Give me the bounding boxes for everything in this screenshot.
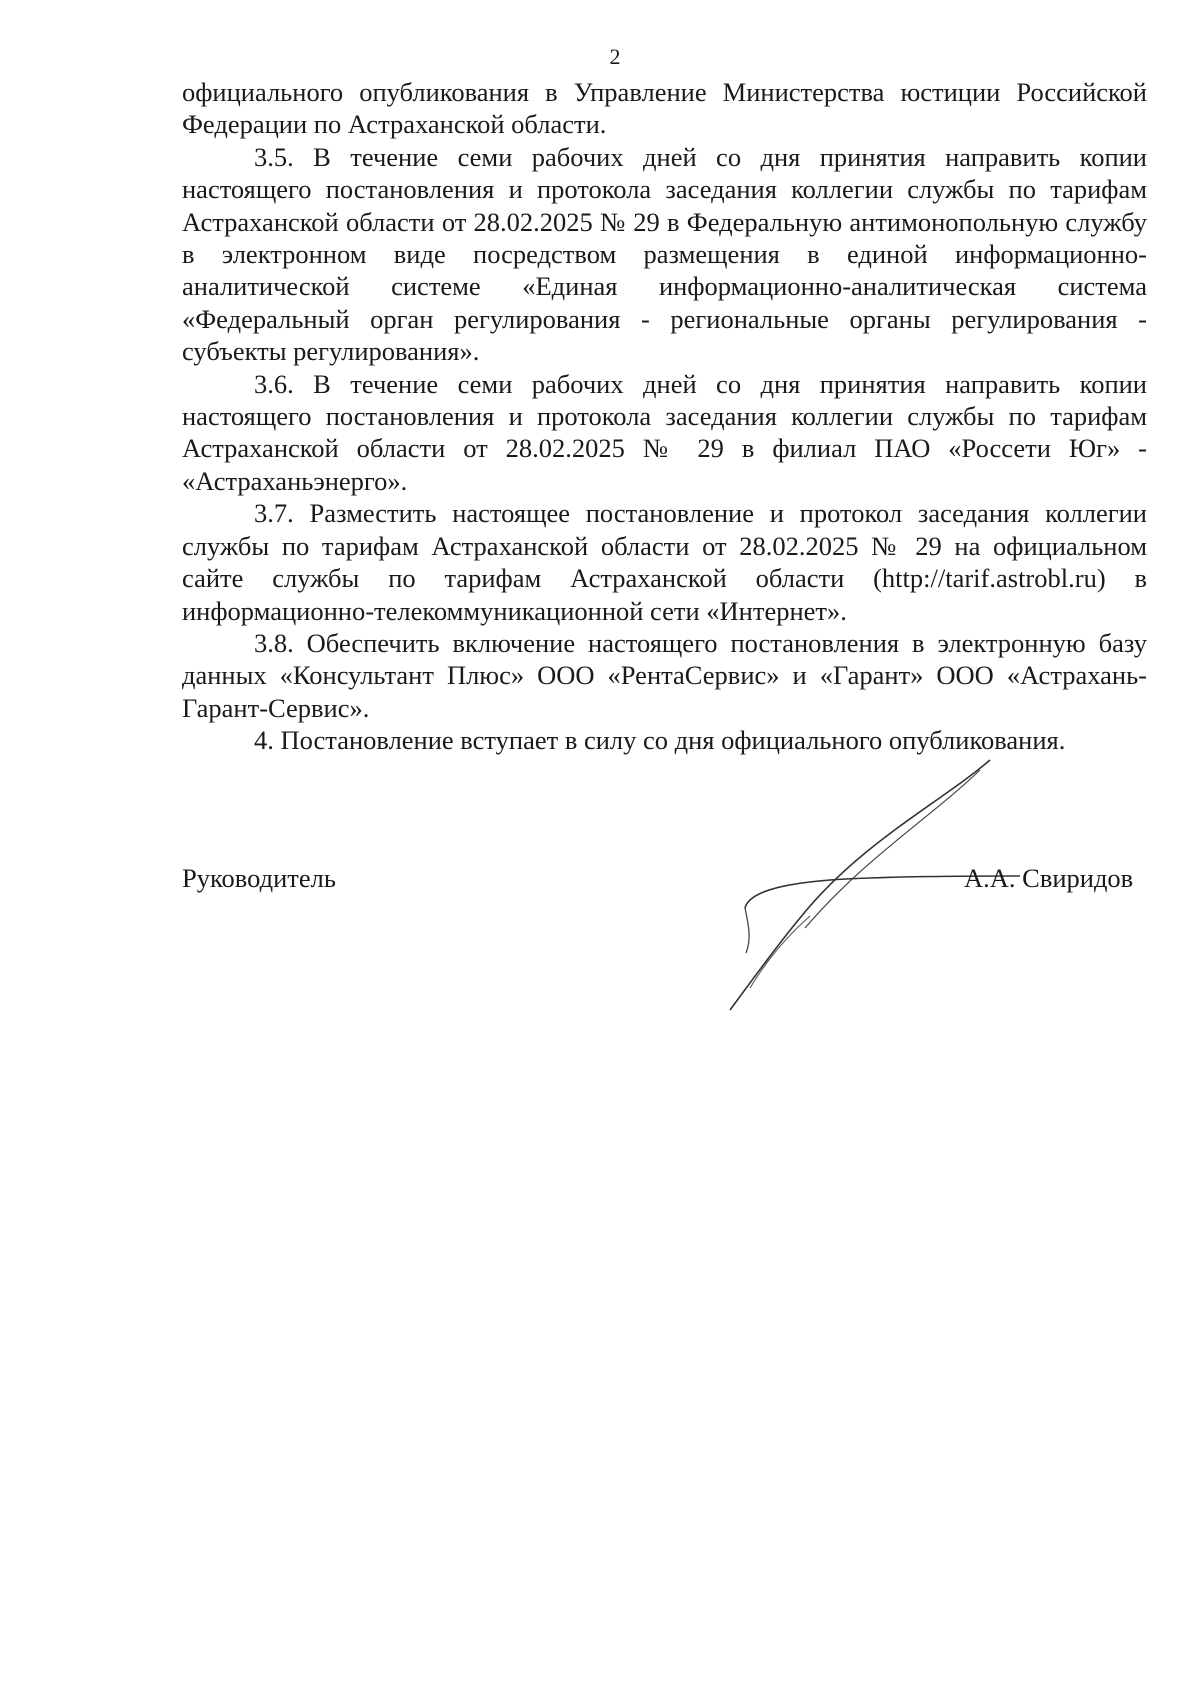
page-number: 2 <box>609 44 621 69</box>
paragraph-3-5: 3.5. В течение семи рабочих дней со дня принятия направить копии настоящего постановления и протокола заседания коллегии службы по тарифам Астраханской области от 28.02.2025 № 29 в Федеральную антимонопольную службу в электронном виде посредством размещения в единой информационно-аналитической системе «Единая информационно-аналитическая система «Федеральный орган регулирования - региональные органы регулирования - субъекты регулирования». <box>182 141 1147 367</box>
paragraph-3-6: 3.6. В течение семи рабочих дней со дня принятия направить копии настоящего постановления и протокола заседания коллегии службы по тарифам Астраханской области от 28.02.2025 № 29 в филиал ПАО «Россети Юг» - «Астраханьэнерго». <box>182 368 1147 496</box>
signatory-position: Руководитель <box>182 863 336 893</box>
paragraph-3-7: 3.7. Разместить настоящее постановление и протокол заседания коллегии службы по тарифам Астраханской области от 28.02.2025 № 29 на официальном сайте службы по тарифам Астраханской области (http://tarif.astrobl.ru) в информационно-телекоммуникационной сети «Интернет». <box>182 498 1147 626</box>
signatory-name: А.А. Свиридов <box>964 863 1134 893</box>
paragraph-4: 4. Постановление вступает в силу со дня официального опубликования. <box>254 725 1066 756</box>
paragraph-3-8: 3.8. Обеспечить включение настоящего постановления в электронную базу данных «Консультант Плюс» ООО «РентаСервис» и «Гарант» ООО «Астрахань-Гарант-Сервис». <box>182 627 1147 723</box>
document-body <box>182 76 1147 757</box>
paragraph-continuation: официального опубликования в Управление Министерства юстиции Российской Федерации по Астраханской области. <box>182 77 1147 140</box>
